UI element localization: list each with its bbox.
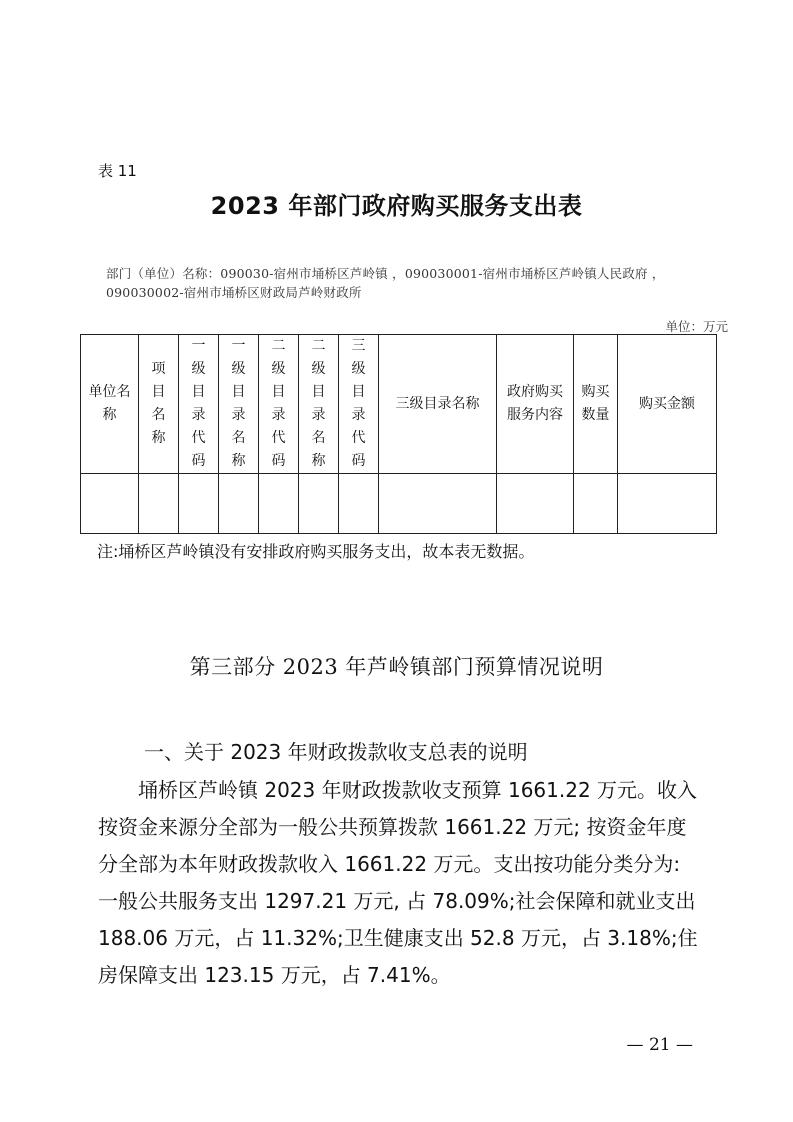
header-cell [219,335,259,474]
header-project-name: 项目名称 [151,361,166,446]
subsection-heading: 一、关于 2023 年财政拨款收支总表的说明 [144,740,528,764]
header-level3-code: 三级目录代码 [351,338,366,469]
header-cell [339,335,379,474]
header-cell [81,335,139,474]
unit-label: 单位：万元 [665,319,728,334]
table-cell [81,474,139,534]
header-cell [259,335,299,474]
purchase-services-table [80,334,717,534]
table-cell [219,474,259,534]
table-cell [339,474,379,534]
header-level3-name: 三级目录名称 [395,395,480,412]
table-cell [618,474,717,534]
header-cell [497,335,574,474]
header-unit-name: 单位名称 [88,384,131,423]
header-cell [299,335,339,474]
document-title: 2023 年部门政府购买服务支出表 [210,192,583,220]
header-level2-name: 二级目录名称 [311,338,326,469]
table-cell [299,474,339,534]
table-header-row [81,335,717,474]
table-row [81,474,717,534]
table-cell [497,474,574,534]
header-service-content: 政府购买服务内容 [507,384,563,423]
table-cell [179,474,219,534]
header-cell [379,335,497,474]
body-paragraph: 埇桥区芦岭镇 2023 年财政拨款收支预算 1661.22 万元。收入按资金来源分全部为一般公共预算拨款 1661.22 万元; 按资金年度分全部为本年财政拨款收入 1661.22 万元。支出按功能分类分为:一般公共服务支出 1297.21 万元, 占 78.09%;社会保障和就业支出 188.06 万元，占 11.32%;卫生健康支出 52.8 万元，占 3.18%;住房保障支出 123.15 万元，占 7.41%。 [98,778,698,987]
table-cell [139,474,179,534]
table-cell [574,474,618,534]
header-cell [179,335,219,474]
department-line: 部门（单位）名称：090030-宿州市埇桥区芦岭镇 ，090030001-宿州市埇桥区芦岭镇人民政府 ，090030002-宿州市埇桥区财政局芦岭财政所 [106,266,665,300]
table-label: 表 11 [98,162,137,180]
section-title: 第三部分 2023 年芦岭镇部门预算情况说明 [189,655,604,679]
table-cell [259,474,299,534]
header-cell [139,335,179,474]
table-cell [379,474,497,534]
header-amount: 购买金额 [639,395,695,412]
header-cell [618,335,717,474]
header-level2-code: 二级目录代码 [271,338,286,469]
header-cell [574,335,618,474]
header-level1-name: 一级目录名称 [231,338,246,469]
table-note: 注:埇桥区芦岭镇没有安排政府购买服务支出，故本表无数据。 [97,542,535,561]
header-quantity: 购买数量 [581,384,610,423]
page-number: — 21 — [626,1035,693,1055]
header-level1-code: 一级目录代码 [191,338,206,469]
